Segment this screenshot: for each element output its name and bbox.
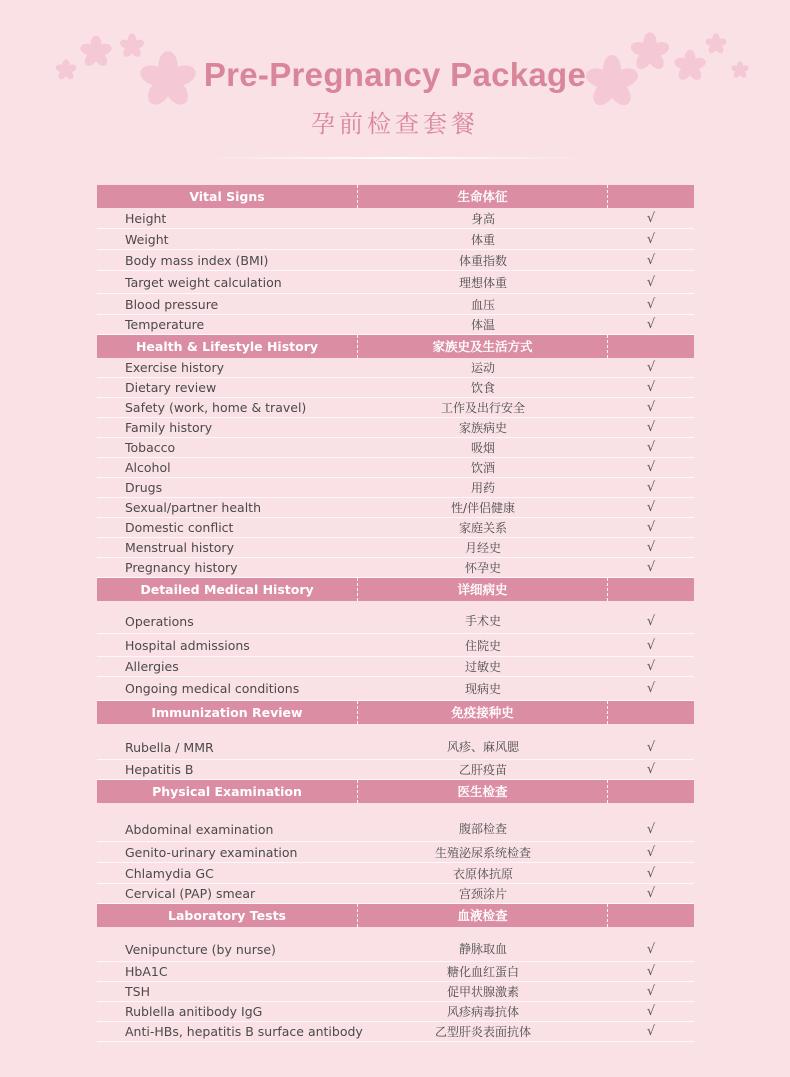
check-mark: √ [646, 317, 656, 332]
section-title-zh: 免疫接种史 [358, 701, 608, 724]
table-row [97, 1002, 694, 1022]
item-name-zh: 宫颈涂片 [458, 887, 507, 901]
package-table [97, 185, 694, 1042]
item-name-en: Tobacco [125, 440, 176, 455]
table-row [97, 601, 694, 634]
item-name-en: Ongoing medical conditions [125, 681, 300, 696]
table-row [97, 842, 694, 863]
title-divider [200, 157, 590, 159]
section-title-en: Vital Signs [97, 185, 358, 208]
item-name-zh: 月经史 [464, 541, 501, 555]
check-mark: √ [646, 942, 656, 957]
item-name-zh: 住院史 [464, 638, 501, 653]
item-name-en: Height [125, 210, 167, 226]
check-mark: √ [646, 614, 656, 629]
item-name-en: Alcohol [125, 460, 171, 475]
check-mark: √ [646, 984, 656, 999]
item-name-zh: 乙肝疫苗 [458, 763, 507, 777]
section-header-blank [608, 701, 694, 724]
item-name-zh: 乙型肝炎表面抗体 [434, 1025, 531, 1039]
table-row [97, 803, 694, 842]
item-name-en: Allergies [125, 659, 179, 674]
section-title-en: Immunization Review [97, 701, 358, 724]
check-mark: √ [646, 440, 656, 455]
check-mark: √ [646, 360, 656, 375]
page-title: Pre-Pregnancy Package [203, 56, 587, 93]
table-row [97, 229, 694, 250]
item-name-zh: 怀孕史 [464, 561, 501, 575]
table-row [97, 208, 694, 229]
check-mark: √ [646, 560, 656, 575]
item-name-zh: 理想体重 [458, 275, 507, 290]
section-header-blank [608, 780, 694, 803]
item-name-en: Rublella anitibody IgG [125, 1004, 263, 1019]
item-name-zh: 工作及出行安全 [440, 401, 525, 415]
item-name-en: Sexual/partner health [125, 500, 261, 515]
item-name-zh: 现病史 [464, 682, 501, 696]
item-name-en: Body mass index (BMI) [125, 252, 269, 268]
section-title-zh: 详细病史 [358, 578, 608, 601]
table-row [97, 498, 694, 518]
item-name-zh: 饮酒 [470, 461, 495, 475]
section-header-blank [608, 578, 694, 601]
item-name-en: Safety (work, home & travel) [125, 400, 307, 415]
section-header [97, 780, 694, 803]
table-row [97, 884, 694, 904]
check-mark: √ [646, 400, 656, 415]
blossom-icon [119, 33, 146, 58]
item-name-en: Cervical (PAP) smear [125, 886, 256, 901]
section-header [97, 701, 694, 724]
item-name-zh: 性/伴侣健康 [450, 501, 516, 515]
table-row [97, 438, 694, 458]
section-header [97, 578, 694, 601]
item-name-en: Domestic conflict [125, 520, 234, 535]
item-name-en: Family history [125, 420, 213, 435]
table-row [97, 250, 694, 271]
check-mark: √ [646, 1004, 656, 1019]
table-row [97, 962, 694, 982]
table-row [97, 657, 694, 677]
section-title-zh: 家族史及生活方式 [358, 335, 608, 358]
table-row [97, 271, 694, 294]
section-title-zh: 血液检查 [358, 904, 608, 927]
item-name-en: Blood pressure [125, 296, 219, 312]
item-name-zh: 过敏史 [464, 660, 501, 674]
section-title-en: Laboratory Tests [97, 904, 358, 927]
item-name-zh: 促甲状腺激素 [446, 985, 519, 999]
item-name-en: Chlamydia GC [125, 865, 214, 881]
blossom-icon [705, 33, 728, 55]
table-row [97, 418, 694, 438]
table-row [97, 315, 694, 335]
check-mark: √ [646, 420, 656, 435]
check-mark: √ [646, 274, 656, 290]
item-name-en: Temperature [125, 317, 205, 332]
section-title-en: Health & Lifestyle History [97, 335, 358, 358]
check-mark: √ [646, 822, 656, 837]
table-row [97, 358, 694, 378]
item-name-zh: 体温 [470, 318, 495, 332]
item-name-en: Menstrual history [125, 540, 234, 555]
item-name-zh: 生殖泌尿系统检查 [434, 845, 531, 860]
section-header [97, 904, 694, 927]
item-name-zh: 吸烟 [470, 441, 495, 455]
item-name-zh: 手术史 [464, 614, 501, 628]
check-mark: √ [646, 231, 656, 247]
section-header-blank [608, 335, 694, 358]
item-name-en: Genito-urinary examination [125, 844, 298, 860]
table-row [97, 294, 694, 315]
table-row [97, 558, 694, 578]
page-subtitle: 孕前检查套餐 [311, 110, 479, 138]
section-title-zh: 医生检查 [358, 780, 608, 803]
table-row [97, 518, 694, 538]
check-mark: √ [646, 500, 656, 515]
table-row [97, 677, 694, 701]
item-name-en: Venipuncture (by nurse) [125, 942, 276, 957]
item-name-zh: 运动 [470, 361, 495, 375]
item-name-zh: 饮食 [470, 381, 495, 395]
check-mark: √ [646, 460, 656, 475]
check-mark: √ [646, 296, 656, 312]
check-mark: √ [646, 637, 656, 653]
table-row [97, 724, 694, 760]
item-name-zh: 风疹、麻风腮 [446, 740, 519, 754]
item-name-en: Operations [125, 614, 194, 629]
item-name-en: Pregnancy history [125, 560, 238, 575]
item-name-zh: 体重 [470, 232, 495, 247]
check-mark: √ [646, 480, 656, 495]
item-name-zh: 体重指数 [458, 253, 507, 268]
section-header [97, 335, 694, 358]
item-name-en: Hepatitis B [125, 762, 194, 777]
item-name-zh: 血压 [470, 297, 495, 312]
check-mark: √ [646, 252, 656, 268]
item-name-en: TSH [125, 984, 150, 999]
item-name-en: Weight [125, 231, 169, 247]
table-row [97, 538, 694, 558]
section-title-zh: 生命体征 [358, 185, 608, 208]
check-mark: √ [646, 520, 656, 535]
check-mark: √ [646, 740, 656, 755]
check-mark: √ [646, 659, 656, 674]
item-name-en: Target weight calculation [125, 274, 282, 290]
check-mark: √ [646, 681, 656, 696]
table-row [97, 634, 694, 657]
table-row [97, 458, 694, 478]
item-name-en: HbA1C [125, 964, 168, 979]
item-name-en: Abdominal examination [125, 822, 274, 837]
item-name-en: Dietary review [125, 380, 217, 395]
table-row [97, 863, 694, 884]
check-mark: √ [646, 762, 656, 777]
check-mark: √ [646, 886, 656, 901]
check-mark: √ [646, 865, 656, 881]
item-name-zh: 衣原体抗原 [452, 866, 513, 881]
item-name-en: Rubella / MMR [125, 740, 214, 755]
item-name-zh: 风疹病毒抗体 [446, 1005, 519, 1019]
item-name-zh: 静脉取血 [458, 942, 507, 956]
table-row [97, 378, 694, 398]
table-row [97, 982, 694, 1002]
section-title-en: Physical Examination [97, 780, 358, 803]
check-mark: √ [646, 844, 656, 860]
table-row [97, 760, 694, 780]
section-header-blank [608, 904, 694, 927]
check-mark: √ [646, 1024, 656, 1039]
item-name-en: Anti-HBs, hepatitis B surface antibody [125, 1024, 363, 1039]
item-name-en: Drugs [125, 480, 163, 495]
item-name-zh: 家族病史 [458, 421, 507, 435]
item-name-zh: 腹部检查 [458, 822, 507, 836]
table-row [97, 1022, 694, 1042]
check-mark: √ [646, 540, 656, 555]
check-mark: √ [646, 964, 656, 979]
section-header [97, 185, 694, 208]
item-name-zh: 用药 [470, 481, 495, 495]
item-name-zh: 身高 [470, 211, 495, 226]
table-row [97, 478, 694, 498]
table-row [97, 398, 694, 418]
check-mark: √ [646, 380, 656, 395]
check-mark: √ [646, 210, 656, 226]
item-name-zh: 家庭关系 [458, 521, 507, 535]
item-name-zh: 糖化血红蛋白 [446, 965, 519, 979]
item-name-en: Exercise history [125, 360, 224, 375]
section-header-blank [608, 185, 694, 208]
item-name-en: Hospital admissions [125, 637, 250, 653]
section-title-en: Detailed Medical History [97, 578, 358, 601]
table-row [97, 927, 694, 962]
